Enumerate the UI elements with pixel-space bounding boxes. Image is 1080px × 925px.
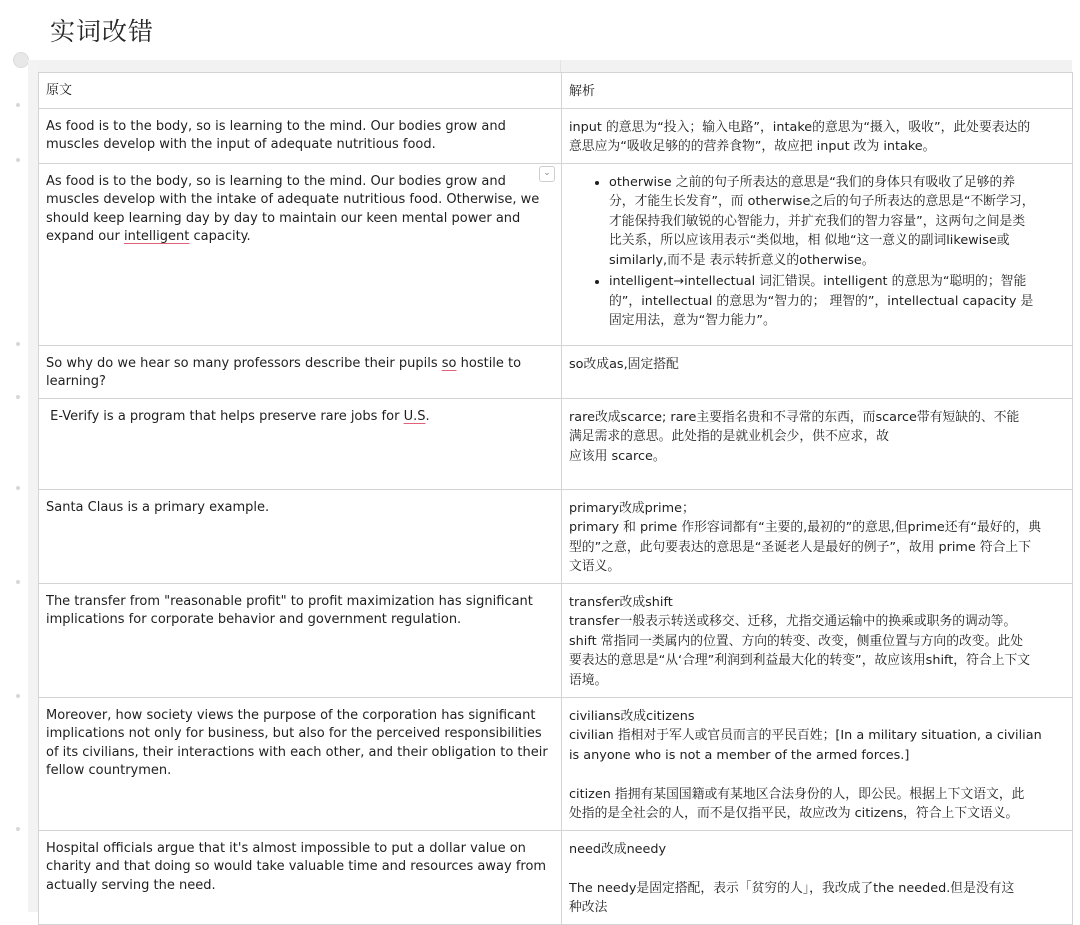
header-cell-analysis[interactable] [562, 73, 1073, 109]
table-row [39, 583, 1073, 697]
original-text: As food is to the body, so is learning to the mind. Our bodies grow and muscles develop with the input of adequate nutritious food. [46, 118, 506, 152]
table-row [39, 398, 1073, 489]
analysis-cell[interactable] [562, 108, 1073, 163]
chevron-down-icon: ⌄ [543, 168, 551, 178]
correction-table [38, 72, 1073, 925]
original-cell[interactable] [39, 583, 562, 697]
original-text: Santa Claus is a primary example. [46, 499, 270, 515]
original-cell[interactable] [39, 830, 562, 924]
analysis-text: civilians改成citizens civilian 指相对于军人或官员而言的平民百姓；[In a military situation, a civilian is anyone who is not a member of the armed forces.] citizen 指拥有某国国籍或有某地区合法身份的人，即公民。根据上下文语文，此 处指的是全社会的人，而不是仅指平民，故应改为 citizens，符合上下文语义。 [569, 708, 1042, 821]
analysis-text: rare改成scarce; rare主要指名贵和不寻常的东西，而scarce带有短缺的、不能 满足需求的意思。此处指的是就业机会少，供不应求，故 应该用 scarce。 [569, 409, 1020, 464]
gutter-dot [16, 103, 20, 107]
analysis-text: transfer改成shift transfer一般表示转送或移交、迁移，尤指交通运输中的换乘或职务的调动等。 shift 常指同一类属内的位置、方向的转变、改变，侧重位置与方向的改变。此处 要表达的意思是“从‘合理”利润到利益最大化的转变”，故应该用shift，符合上下文 语境。 [569, 594, 1031, 688]
analysis-cell[interactable] [562, 830, 1073, 924]
table-header-row [39, 73, 1073, 109]
analysis-text: primary改成prime； primary 和 prime 作形容词都有“主要的,最初的”的意思,但prime还有“最好的，典 型的”之意，此句要表达的意思是“圣诞老人是最好的例子”，故用 prime 符合上下 文语义。 [569, 500, 1041, 574]
table-row [39, 108, 1073, 163]
original-text: Hospital officials argue that it's almost impossible to put a dollar value on charity and that doing so would take valuable time and resources away from actually serving the need. [46, 840, 547, 893]
analysis-cell[interactable] [562, 345, 1073, 398]
table-row [39, 489, 1073, 583]
analysis-cell[interactable] [562, 583, 1073, 697]
original-cell[interactable] [39, 345, 562, 398]
original-text: As food is to the body, so is learning to the mind. Our bodies grow and muscles develop with the intake of adequate nutritious food. Otherwise, we should keep learning day by day to maintain our keen mental power and expand our intelligent capacity. [46, 173, 540, 244]
original-cell[interactable] [39, 697, 562, 830]
list-item: • otherwise 之前的句子所表达的意思是“我们的身体只有吸收了足够的养 分，才能生长发育”，而 otherwise之后的句子所表达的意思是“不断学习， 才能保持我们敏锐的心智能力，并扩充我们的智力容量”，这两句之间是类 比关系，所以应该用表示“类似地，相 似地“这一意义的副词likewise或 similarly,而不是 表示转折意义的otherwise。 [609, 173, 1065, 271]
spellcheck-underline[interactable]: intelligent [123, 229, 190, 244]
original-text: E-Verify is a program that helps preserve rare jobs for U.S. [46, 408, 430, 424]
original-cell[interactable] [39, 398, 562, 489]
analysis-bullet-list [569, 173, 1065, 331]
table-row [39, 830, 1073, 924]
gutter-handle-icon[interactable] [13, 52, 29, 68]
gutter-dot [16, 580, 20, 584]
gutter-dot [16, 694, 20, 698]
list-item: • intelligent→intellectual 词汇错误。intelligent 的意思为“聪明的；智能 的”，intellectual 的意思为“智力的； 理智的”，intellectual capacity 是 固定用法，意为“智力能力”。 [609, 272, 1065, 331]
original-text: Moreover, how society views the purpose of the corporation has significant implications not only for business, but also for the perceived responsibilities of its civilians, their interactions with each other, and their obligation to their fellow countrymen. [46, 707, 548, 778]
header-label: 解析 [569, 84, 596, 99]
table-row [39, 697, 1073, 830]
spellcheck-underline[interactable]: U.S [403, 408, 426, 424]
analysis-cell[interactable] [562, 398, 1073, 489]
gutter-dot [16, 395, 20, 399]
gutter-dot [16, 486, 20, 490]
analysis-cell[interactable] [562, 163, 1073, 345]
analysis-text: need改成needy The needy是固定搭配，表示「贫穷的人」，我改成了the needed.但是没有这 种改法 [569, 841, 1015, 915]
original-cell[interactable] [39, 108, 562, 163]
table-row [39, 163, 1073, 345]
original-cell[interactable] [39, 489, 562, 583]
cell-dropdown-button[interactable] [539, 166, 555, 182]
column-divider [560, 60, 561, 72]
original-cell[interactable] [39, 163, 562, 345]
gutter-dot [16, 827, 20, 831]
original-text: So why do we hear so many professors describe their pupils so hostile to learning? [46, 355, 522, 389]
page-title: 实词改错 [50, 17, 155, 46]
header-label: 原文 [46, 83, 73, 98]
original-text: The transfer from "reasonable profit" to profit maximization has significant implications for corporate behavior and government regulation. [46, 593, 533, 627]
analysis-text: input 的意思为“投入；输入电路”，intake的意思为“摄入，吸收”，此处要表达的 意思应为“吸收足够的的营养食物”，故应把 input 改为 intake。 [569, 119, 1031, 154]
analysis-text: so改成as,固定搭配 [569, 356, 679, 372]
table-row [39, 345, 1073, 398]
row-selector-strip[interactable] [28, 60, 38, 912]
spellcheck-underline[interactable]: so [441, 355, 457, 371]
header-cell-original[interactable] [39, 73, 562, 109]
analysis-cell[interactable] [562, 697, 1073, 830]
gutter-dot [16, 158, 20, 162]
analysis-cell[interactable] [562, 489, 1073, 583]
gutter-dot [16, 342, 20, 346]
